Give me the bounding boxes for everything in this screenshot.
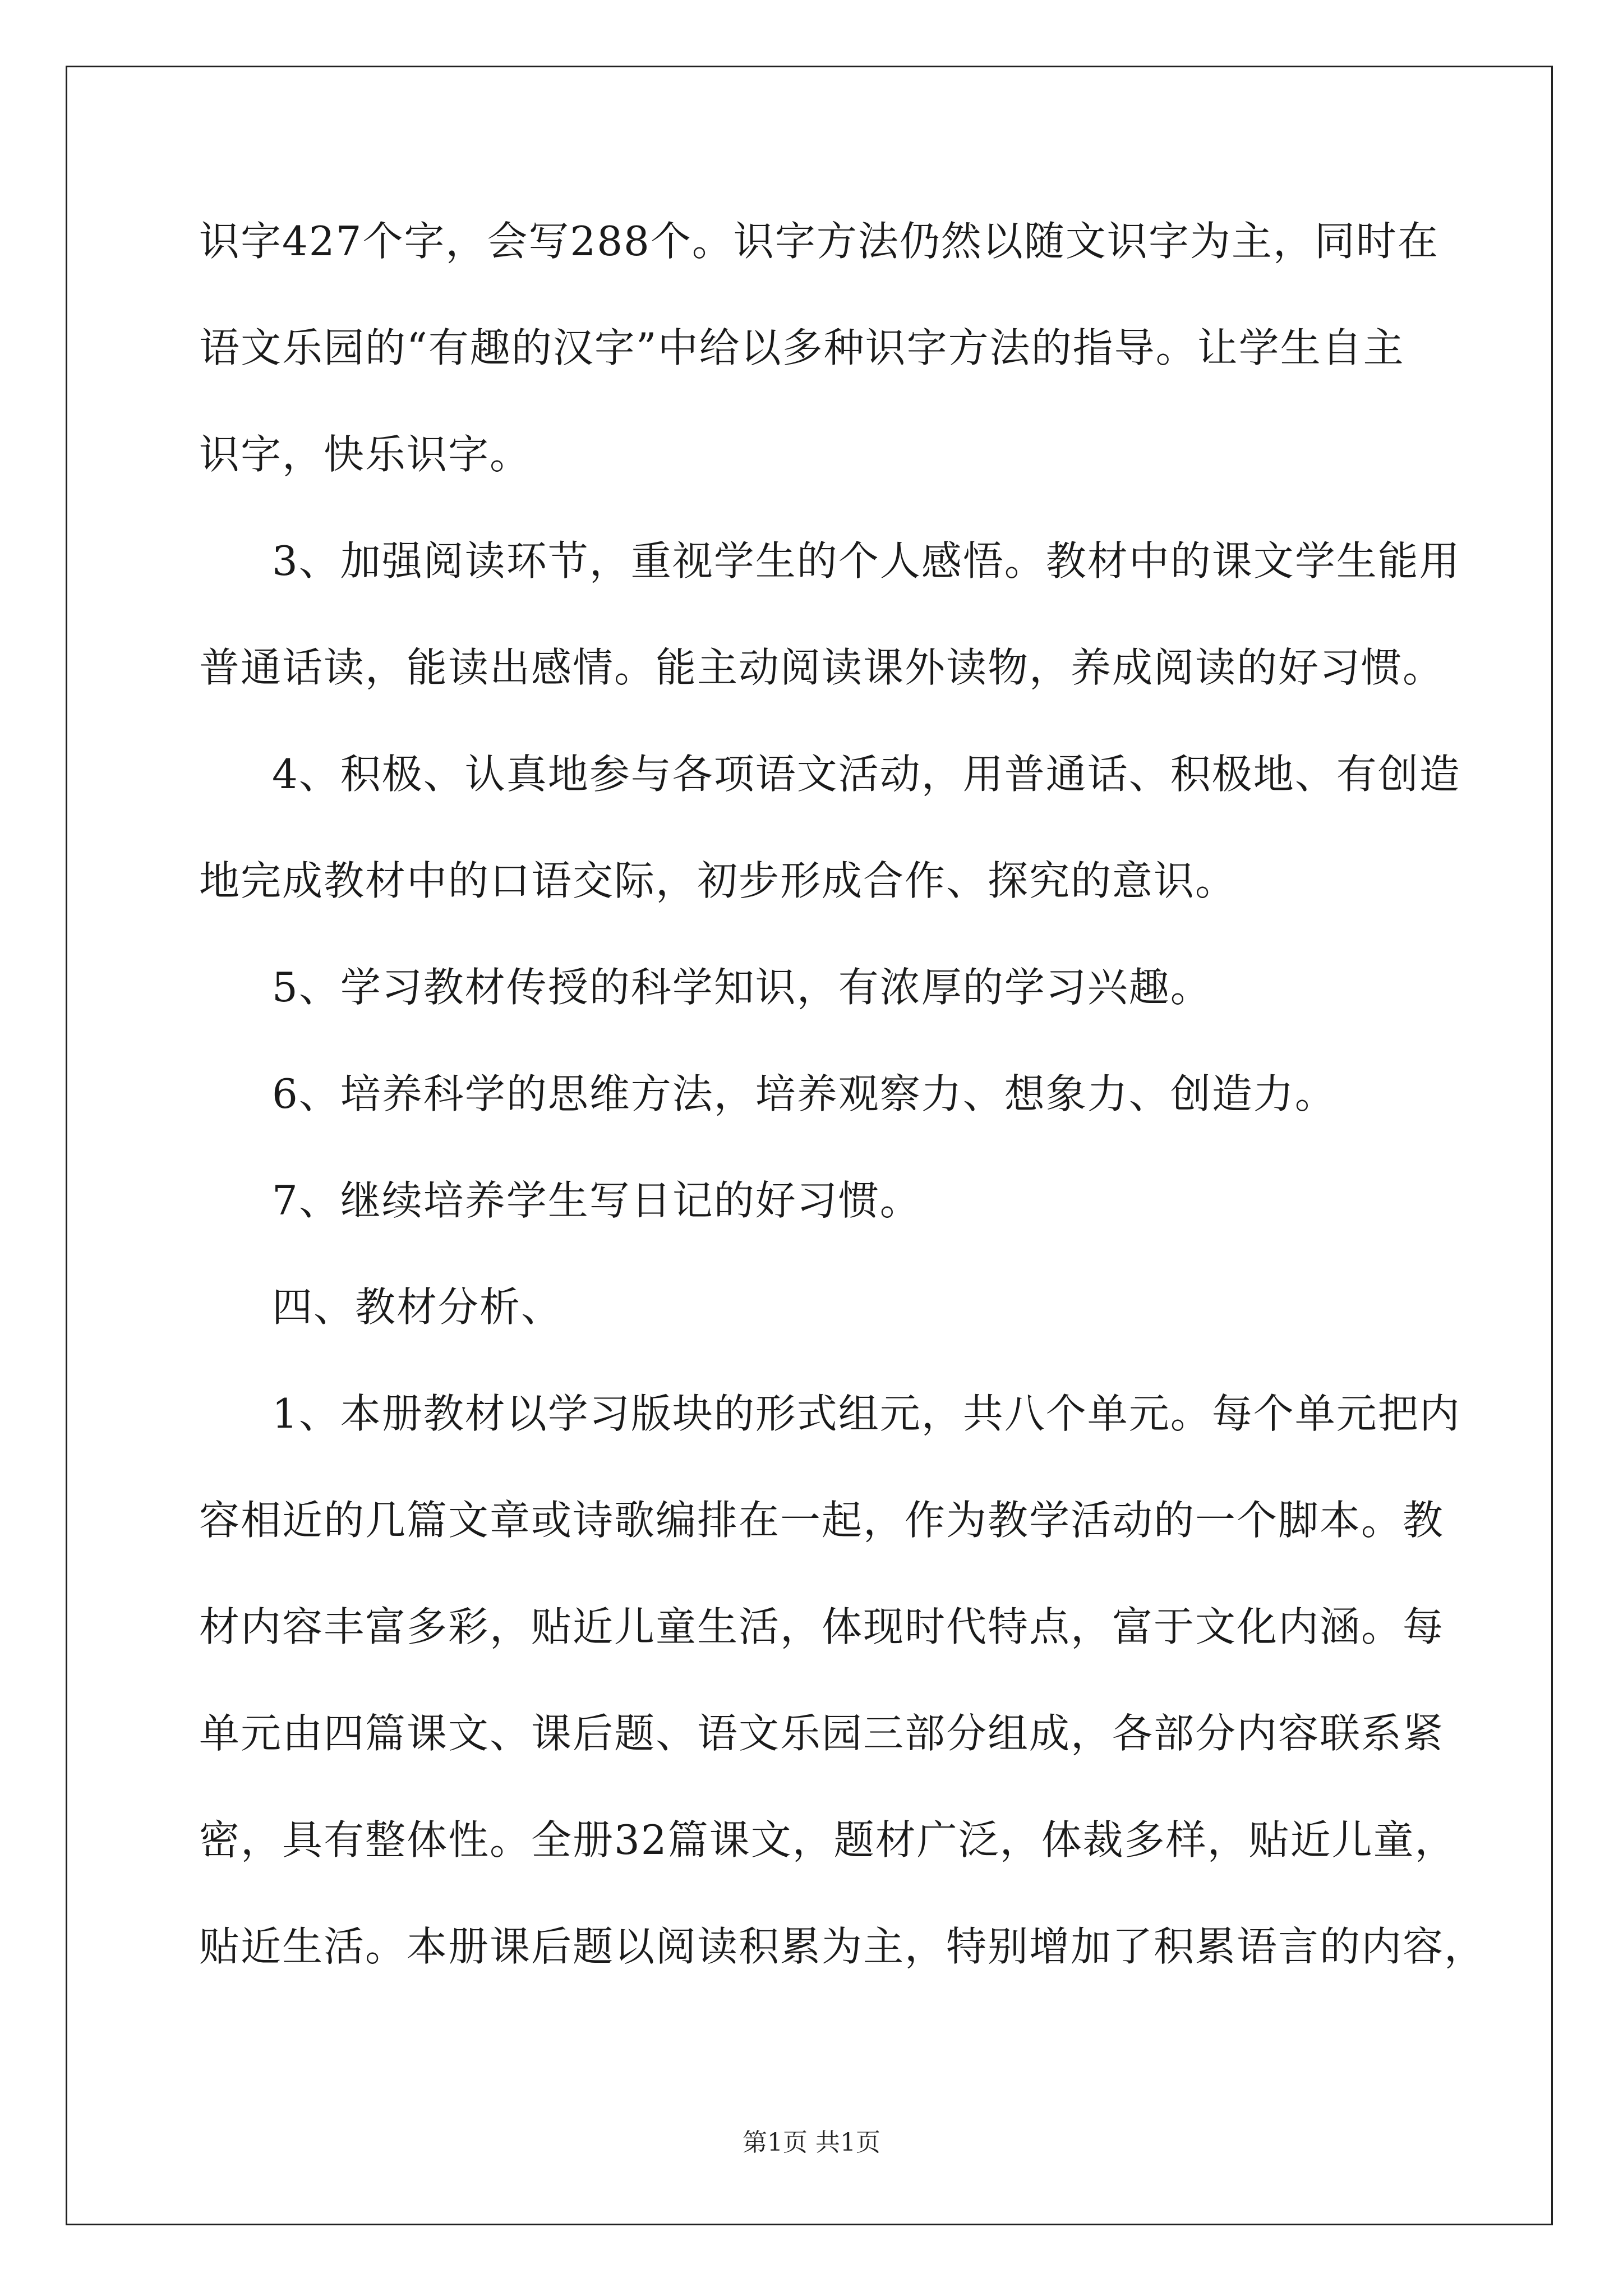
- paragraph-line: 普通话读，能读出感情。能主动阅读课外读物，养成阅读的好习惯。: [199, 644, 1445, 691]
- paragraph-line: 单元由四篇课文、课后题、语文乐园三部分组成，各部分内容联系紧: [199, 1710, 1445, 1757]
- paragraph-line: 7、继续培养学生写日记的好习惯。: [272, 1177, 921, 1224]
- page-frame: [66, 66, 1553, 2225]
- page-footer: 第1页 共1页: [743, 2128, 880, 2157]
- paragraph-line: 材内容丰富多彩，贴近儿童生活，体现时代特点，富于文化内涵。每: [199, 1603, 1445, 1650]
- paragraph-line: 语文乐园的“有趣的汉字”中给以多种识字方法的指导。让学生自主: [199, 324, 1405, 371]
- paragraph-line: 贴近生活。本册课后题以阅读积累为主，特别增加了积累语言的内容，: [199, 1923, 1486, 1970]
- paragraph-line: 6、培养科学的思维方法，培养观察力、想象力、创造力。: [272, 1070, 1336, 1117]
- paragraph-line: 5、学习教材传授的科学知识，有浓厚的学习兴趣。: [272, 964, 1212, 1011]
- paragraph-line: 4、积极、认真地参与各项语文活动，用普通话、积极地、有创造: [272, 751, 1461, 798]
- paragraph-line: 3、加强阅读环节，重视学生的个人感悟。教材中的课文学生能用: [272, 537, 1461, 585]
- paragraph-line: 容相近的几篇文章或诗歌编排在一起，作为教学活动的一个脚本。教: [199, 1497, 1445, 1544]
- paragraph-line: 地完成教材中的口语交际，初步形成合作、探究的意识。: [199, 857, 1237, 904]
- paragraph-line: 1、本册教材以学习版块的形式组元，共八个单元。每个单元把内: [272, 1390, 1461, 1437]
- section-heading: 四、教材分析、: [272, 1283, 563, 1331]
- paragraph-line: 密，具有整体性。全册32篇课文，题材广泛，体裁多样，贴近儿童，: [199, 1816, 1456, 1864]
- paragraph-line: 识字，快乐识字。: [199, 431, 532, 478]
- paragraph-line: 识字427个字，会写288个。识字方法仍然以随文识字为主，同时在: [199, 218, 1439, 265]
